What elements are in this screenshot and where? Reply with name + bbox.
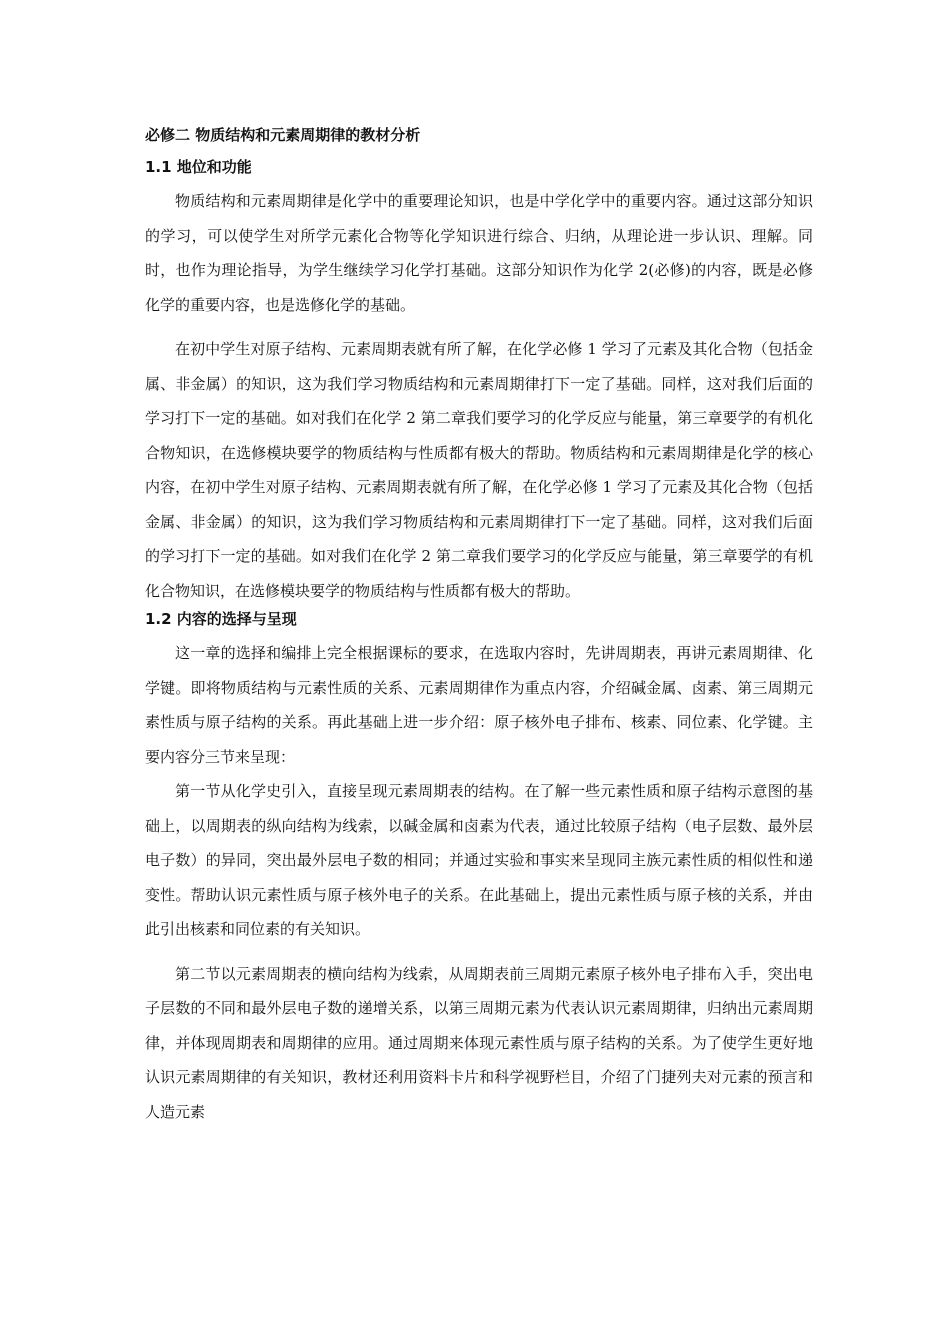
paragraph: 这一章的选择和编排上完全根据课标的要求，在选取内容时，先讲周期表，再讲元素周期律、化学键。即将物质结构与元素性质的关系、元素周期律作为重点内容，介绍碱金属、卤素、第三周期元素性质与原子结构的关系。再此基础上进一步介绍：原子核外电子排布、核素、同位素、化学键。主要内容分三节来呈现： xyxy=(145,644,813,766)
paragraph: 第一节从化学史引入，直接呈现元素周期表的结构。在了解一些元素性质和原子结构示意图的基础上，以周期表的纵向结构为线索，以碱金属和卤素为代表，通过比较原子结构（电子层数、最外层电子数）的异同，突出最外层电子数的相同；并通过实验和事实来呈现同主族元素性质的相似性和递变性。帮助认识元素性质与原子核外电子的关系。在此基础上，提出元素性质与原子核的关系，并由此引出核素和同位素的有关知识。 xyxy=(145,782,813,938)
section-heading: 1.2 内容的选择与呈现 xyxy=(145,610,297,628)
paragraph: 在初中学生对原子结构、元素周期表就有所了解，在化学必修 1 学习了元素及其化合物（包括金属、非金属）的知识，这为我们学习物质结构和元素周期律打下一定了基础。同样，这对我们后面的学习打下一定的基础。如对我们在化学 2 第二章我们要学习的化学反应与能量，第三章要学的有机化合物知识，在选修模块要学的物质结构与性质都有极大的帮助。物质结构和元素周期律是化学的核心内容，在初中学生对原子结构、元素周期表就有所了解，在化学必修 1 学习了元素及其化合物（包括金属、非金属）的知识，这为我们学习物质结构和元素周期律打下一定了基础。同样，这对我们后面的学习打下一定的基础。如对我们在化学 2 第二章我们要学习的化学反应与能量，第三章要学的有机化合物知识，在选修模块要学的物质结构与性质都有极大的帮助。 xyxy=(145,340,813,600)
paragraph: 第二节以元素周期表的横向结构为线索，从周期表前三周期元素原子核外电子排布入手，突出电子层数的不同和最外层电子数的递增关系，以第三周期元素为代表认识元素周期律，归纳出元素周期律，并体现周期表和周期律的应用。通过周期来体现元素性质与原子结构的关系。为了使学生更好地认识元素周期律的有关知识，教材还利用资料卡片和科学视野栏目，介绍了门捷列夫对元素的预言和人造元素 xyxy=(145,964,813,1121)
paragraph: 物质结构和元素周期律是化学中的重要理论知识，也是中学化学中的重要内容。通过这部分知识的学习，可以使学生对所学元素化合物等化学知识进行综合、归纳，从理论进一步认识、理解。同时，也作为理论指导，为学生继续学习化学打基础。这部分知识作为化学 2(必修)的内容，既是必修化学的重要内容，也是选修化学的基础。 xyxy=(145,192,813,314)
document-body xyxy=(145,124,813,1129)
section-heading: 1.1 地位和功能 xyxy=(145,158,252,176)
document-title: 必修二 物质结构和元素周期律的教材分析 xyxy=(145,126,421,144)
section-content-selection xyxy=(145,608,813,1129)
section-position-function xyxy=(145,156,813,608)
